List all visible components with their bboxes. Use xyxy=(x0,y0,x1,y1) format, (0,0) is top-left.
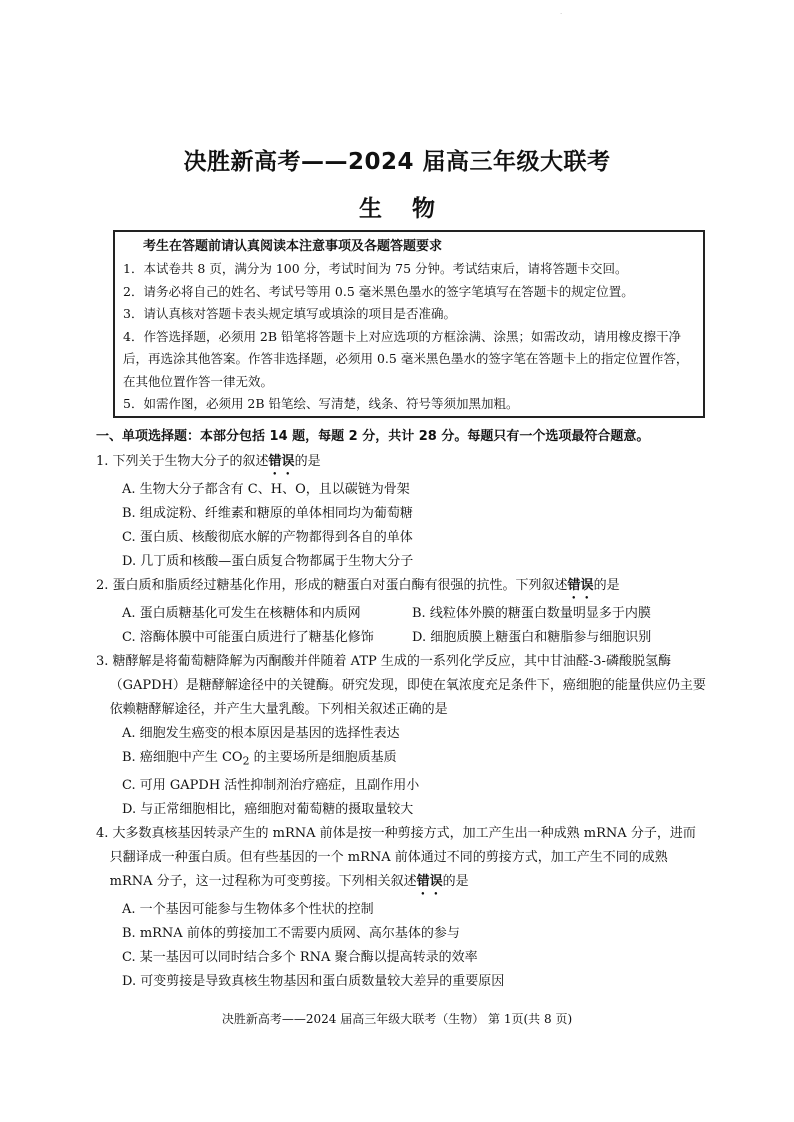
option-b: B. 线粒体外膜的糖蛋白数量明显多于内膜 xyxy=(412,606,651,621)
emphasis-text: 错误 xyxy=(416,873,443,889)
subscript: 2 xyxy=(242,754,250,768)
option-a: A. 蛋白质糖基化可发生在核糖体和内质网 xyxy=(122,606,361,621)
option-c: C. 可用 GAPDH 活性抑制剂治疗癌症，且副作用小 xyxy=(122,777,420,793)
page-mark: . xyxy=(560,8,563,16)
stem-text: 的是 xyxy=(442,873,469,889)
emphasis-text: 错误 xyxy=(567,578,594,593)
stem-text: 4. 大多数真核基因转录产生的 mRNA 前体是按一种剪接方式，加工产生出一种成熟 mRNA 分子，进而只翻译成一种蛋白质。但有些基因的一个 mRNA 前体通过不同的剪接方式，加工产生不同的成熟 mRNA 分子，这一过程称为可变剪接。下列相关叙述 xyxy=(96,825,696,889)
emphasis-text: 错误 xyxy=(268,454,295,469)
subject-title: 生物 xyxy=(359,196,465,222)
option-a: A. 一个基因可能参与生物体多个性状的控制 xyxy=(122,901,374,917)
option-a: A. 细胞发生癌变的根本原因是基因的选择性表达 xyxy=(122,726,400,741)
notice-item-4: 4．作答选择题，必须用 2B 铅笔将答题卡上对应选项的方框涂满、涂黑；如需改动，请用橡皮擦干净后，再选涂其他答案。作答非选择题，必须用 0.5 毫米黑色墨水的签字笔在答题卡上的指定位置作答，在其他位置作答一律无效。 xyxy=(123,328,689,389)
stem-text: 2. 蛋白质和脂质经过糖基化作用，形成的糖蛋白对蛋白酶有很强的抗性。下列叙述 xyxy=(96,578,568,593)
option-row xyxy=(96,626,708,650)
stem-text: 的是 xyxy=(593,578,620,593)
notice-box xyxy=(113,230,705,418)
option-text: B. 癌细胞中产生 CO xyxy=(122,750,243,765)
notice-item-3: 3．请认真核对答题卡表头规定填写或填涂的项目是否准确。 xyxy=(123,306,456,321)
option-b xyxy=(96,746,708,774)
question-3 xyxy=(96,650,708,822)
notice-item-5: 5．如需作图，必须用 2B 铅笔绘、写清楚，线条、符号等须加黑加粗。 xyxy=(123,396,519,411)
option-d: D. 细胞质膜上糖蛋白和糖脂参与细胞识别 xyxy=(412,630,652,645)
option-text: 的主要场所是细胞质基质 xyxy=(249,750,397,765)
option-b: B. mRNA 前体的剪接加工不需要内质网、高尔基体的参与 xyxy=(122,925,460,941)
question-stem xyxy=(96,822,708,898)
option-c: C. 溶酶体膜中可能蛋白质进行了糖基化修饰 xyxy=(122,630,374,645)
option-a: A. 生物大分子都含有 C、H、O，且以碳链为骨架 xyxy=(122,482,410,497)
question-stem: 3. 糖酵解是将葡萄糖降解为丙酮酸并伴随着 ATP 生成的一系列化学反应，其中甘油醛-3-磷酸脱氢酶（GAPDH）是糖酵解途径中的关键酶。研究发现，即使在氧浓度充足条件下，癌细胞的能量供应仍主要依赖糖酵解途径，并产生大量乳酸。下列相关叙述正确的是 xyxy=(96,654,706,717)
question-stem xyxy=(96,574,708,602)
notice-item-2: 2．请务必将自己的姓名、考试号等用 0.5 毫米黑色墨水的签字笔填写在答题卡的规定位置。 xyxy=(123,283,634,299)
exam-title: 决胜新高考——2024 届高三年级大联考 xyxy=(183,149,611,175)
option-b: B. 组成淀粉、纤维素和糖原的单体相同均为葡萄糖 xyxy=(122,506,413,521)
option-d: D. 可变剪接是导致真核生物基因和蛋白质数量较大差异的重要原因 xyxy=(122,973,505,989)
option-c: C. 某一基因可以同时结合多个 RNA 聚合酶以提高转录的效率 xyxy=(122,949,478,965)
question-list xyxy=(96,450,708,994)
option-row xyxy=(96,602,708,626)
notice-item-1: 1．本试卷共 8 页，满分为 100 分，考试时间为 75 分钟。考试结束后，请将答题卡交回。 xyxy=(123,261,628,276)
option-c: C. 蛋白质、核酸彻底水解的产物都得到各自的单体 xyxy=(122,530,413,545)
question-stem xyxy=(96,450,708,478)
page-footer: 决胜新高考——2024 届高三年级大联考（生物） 第 1页(共 8 页) xyxy=(221,1012,573,1026)
question-2 xyxy=(96,574,708,650)
stem-text: 的是 xyxy=(294,454,321,469)
option-d: D. 几丁质和核酸—蛋白质复合物都属于生物大分子 xyxy=(122,554,414,569)
notice-heading: 考生在答题前请认真阅读本注意事项及各题答题要求 xyxy=(143,239,443,254)
question-1 xyxy=(96,450,708,574)
stem-text: 1. 下列关于生物大分子的叙述 xyxy=(96,454,269,469)
section-heading: 一、单项选择题：本部分包括 14 题，每题 2 分，共计 28 分。每题只有一个选项最符合题意。 xyxy=(96,429,650,444)
option-d: D. 与正常细胞相比，癌细胞对葡萄糖的摄取量较大 xyxy=(122,801,414,817)
question-4 xyxy=(96,822,708,994)
